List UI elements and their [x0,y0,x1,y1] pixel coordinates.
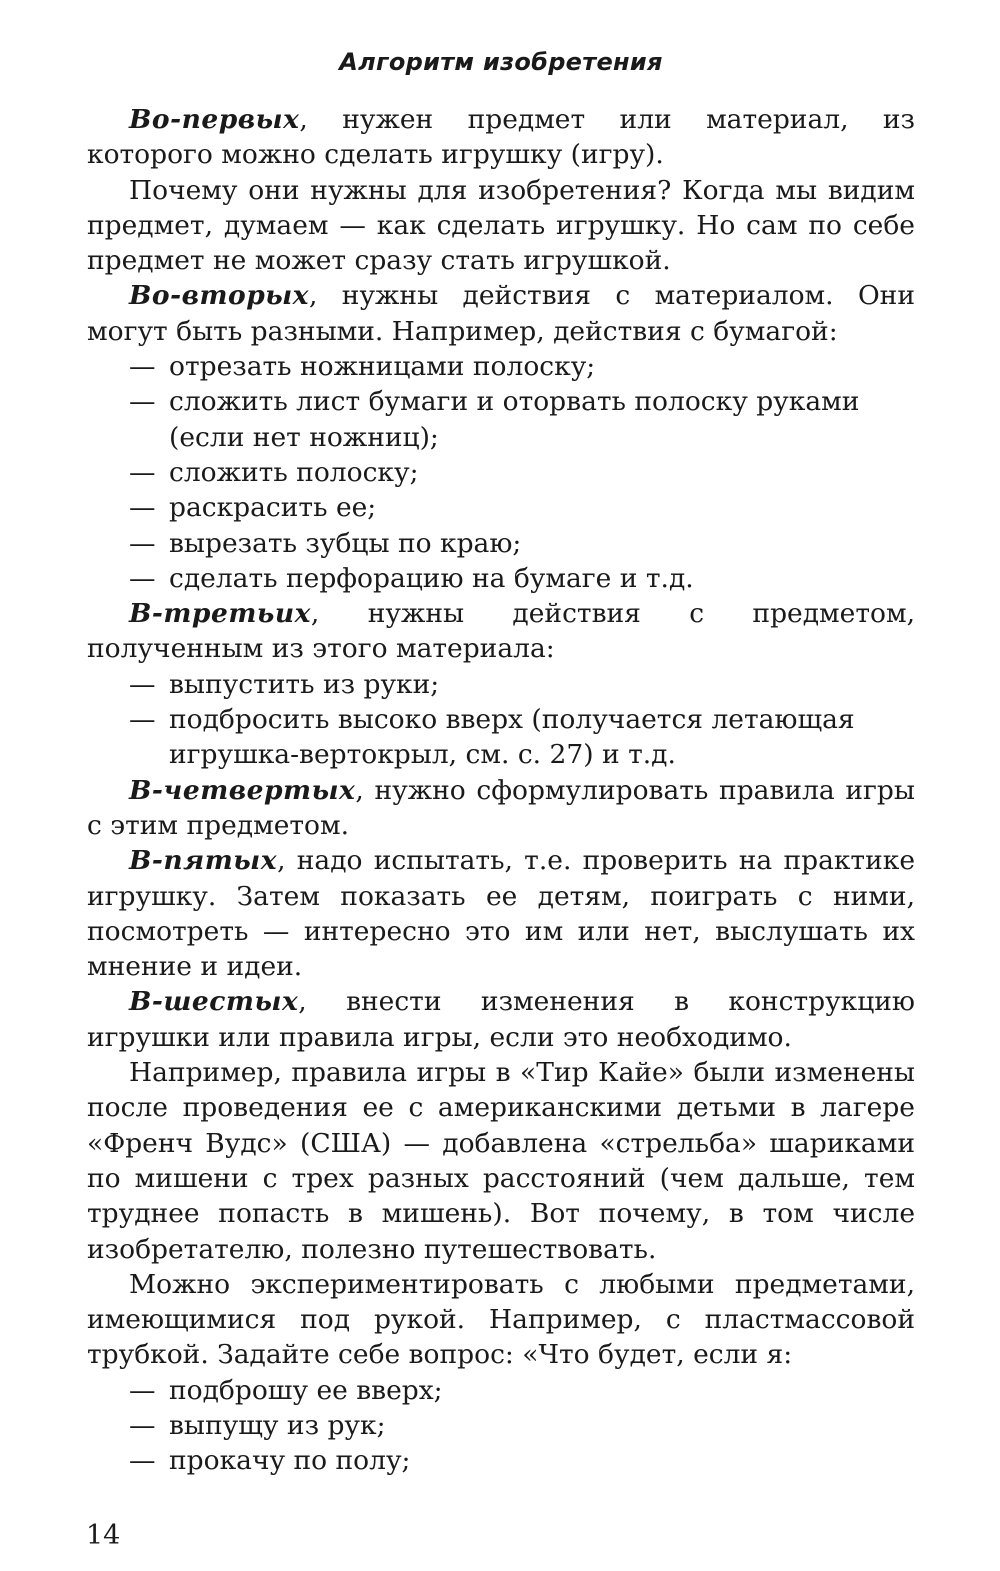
lead-third: В-третьих [129,598,311,630]
list-item: — подброшу ее вверх; [87,1373,915,1408]
paragraph-fourth-text: , нужно сформулировать правила игры с этим предметом. [87,774,915,841]
list-dash: — [129,1409,156,1441]
list-item: — выпустить из руки; [87,667,915,702]
paragraph-why: Почему они нужны для изобретения? Когда мы видим предмет, думаем — как сделать игрушку. Но сам по себе предмет не может сразу стать игрушкой. [87,174,915,277]
lead-sixth: В-шестых [129,986,299,1018]
list-item: — отрезать ножницами полоску; [87,349,915,384]
list-paper-actions [87,349,915,596]
list-dash: — [129,527,156,559]
lead-first: Во-первых [129,104,300,135]
list-item: — сложить полоску; [87,455,915,490]
list-dash: — [129,1445,156,1477]
list-dash: — [129,1374,156,1406]
page-body [87,48,915,1479]
list-object-actions [87,667,915,773]
list-item: — раскрасить ее; [87,490,915,525]
paragraph-fifth [87,843,915,984]
list-item: — сделать перфорацию на бумаге и т.д. [87,561,915,596]
lead-second: Во-вторых [129,280,309,312]
paragraph-fourth [87,773,915,844]
paragraph-sixth [87,984,915,1055]
list-item: — вырезать зубцы по краю; [87,526,915,561]
list-item: — прокачу по полу; [87,1443,915,1478]
list-dash: — [129,386,156,418]
list-dash: — [129,668,156,700]
list-item: — выпущу из рук; [87,1408,915,1443]
list-item: — сложить лист бумаги и оторвать полоску руками (если нет ножниц); [129,386,860,453]
paragraph-fifth-text: , надо испытать, т.е. проверить на практике игрушку. Затем показать ее детям, поиграть с ними, посмотреть — интересно это им или нет, выслушать их мнение и идеи. [87,845,915,983]
paragraph-experiment: Можно экспериментировать с любыми предметами, имеющимися под рукой. Например, с пластмассовой трубкой. Задайте себе вопрос: «Что будет, если я: [87,1268,915,1371]
lead-fourth: В-четвертых [129,774,356,806]
paragraph-first [87,102,915,173]
paragraph-second [87,278,915,349]
lead-fifth: В-пятых [129,845,278,877]
list-dash: — [129,456,156,488]
list-item: — подбросить высоко вверх (получается летающая игрушка-вертокрыл, см. с. 27) и т.д. [129,704,855,771]
paragraph-example: Например, правила игры в «Тир Кайе» были изменены после проведения ее с американскими детьми в лагере «Френч Вудс» (США) — добавлена «стрельба» шариками по мишени с трех разных расстояний (чем дальше, тем труднее попасть в мишень). Вот почему, в том числе изобретателю, полезно путешествовать. [87,1057,915,1265]
list-dash: — [129,351,156,383]
paragraph-sixth-text: , внести изменения в конструкцию игрушки или правила игры, если это необходимо. [87,986,915,1053]
section-heading: Алгоритм изобретения [339,48,663,76]
list-dash: — [129,704,156,736]
page-number: 14 [86,1520,121,1551]
list-dash: — [129,492,156,524]
paragraph-third-text: , нужны действия с предметом, полученным из этого материала: [87,598,915,665]
list-tube-actions [87,1373,915,1479]
list-dash: — [129,562,156,594]
paragraph-third [87,596,915,667]
paragraph-first-text: , нужен предмет или материал, из которого можно сделать игрушку (игру). [87,104,915,171]
paragraph-second-text: , нужны действия с материалом. Они могут быть разными. Например, действия с бумагой: [87,280,915,347]
